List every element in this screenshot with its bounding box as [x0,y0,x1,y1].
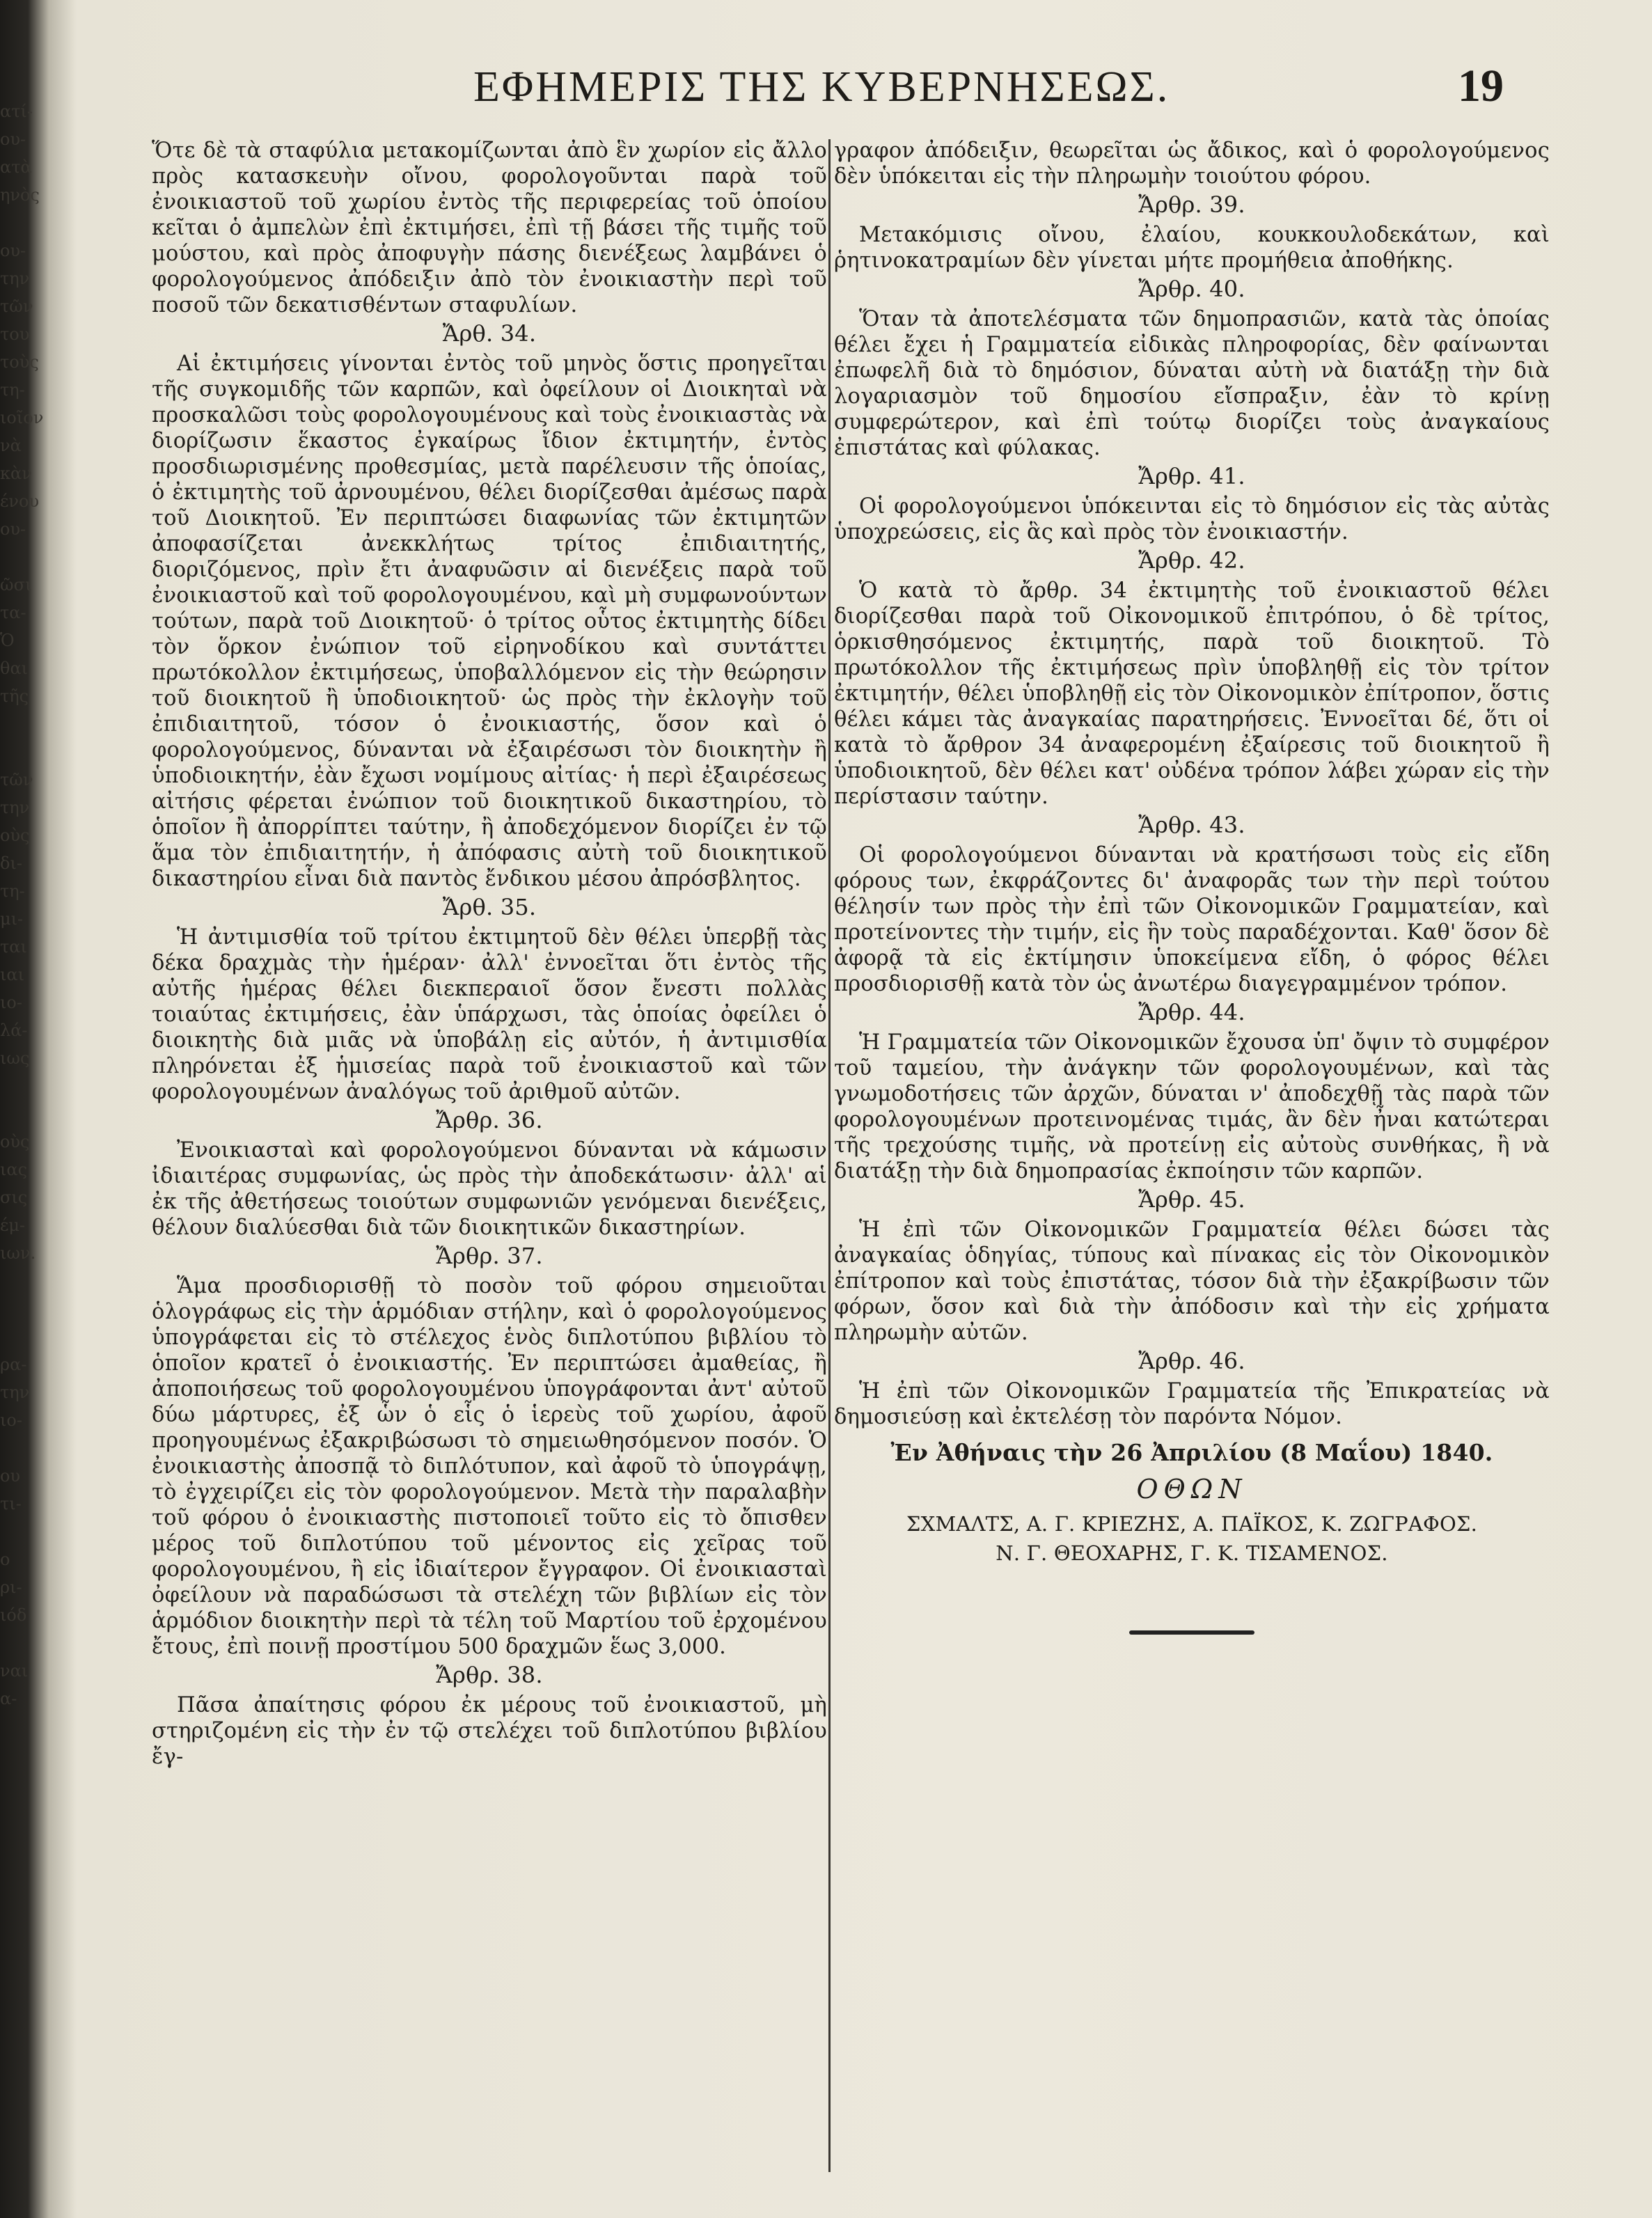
paragraph: Ὅταν τὰ ἀποτελέσματα τῶν δημοπρασιῶν, κατὰ τὰς ὁποίας θέλει ἔχει ἡ Γραμματεία εἰδικὰς πληροφορίας, δὲν φαίνωνται ἐπωφελῆ διὰ τὸ δημόσιον, δύναται αὐτὴ νὰ διατάξῃ τὴν διὰ λογαριασμὸν τοῦ δημοσίου εἴσπραξιν, ἐὰν τὸ κρίνῃ συμφερώτερον, καὶ ἐπὶ τούτῳ διορίζει τοὺς ἀναγκαίους ἐπιστάτας καὶ φύλακας. [834,307,1550,460]
margin-fragment [0,1072,39,1100]
margin-fragment [0,1323,39,1351]
article-heading: Ἄρθρ. 44. [1138,999,1245,1025]
article-heading: Ἄρθρ. 42. [1138,547,1245,574]
margin-fragment [0,1295,39,1323]
margin-fragment: θαι [0,659,29,678]
margin-fragment: τῆς [0,686,29,706]
paragraph: Ἡ ἀντιμισθία τοῦ τρίτου ἐκτιμητοῦ δὲν θέλει ὑπερβῇ τὰς δέκα δραχμὰς τὴν ἡμέραν· ἀλλ' ἐννοεῖται ὅτι ἐντὸς τῆς αὐτῆς ἡμέρας θέλει διεκπεραιοῖ ὅσον ἔνεστι πολλὰς τοιαύτας ἐκτιμήσεις, ἐὰν ὑπάρχωσι, τὰς ὁποίας ὀφείλει ὁ διοικητὴς διὰ μιᾶς νὰ ὑποβάλῃ εἰς αὐτόν, ἡ ἀντιμισθία πληρόνεται ἐξ ἡμισείας παρὰ τοῦ ἐνοικιαστοῦ καὶ τῶν φορολογουμένων ἀναλόγως τοῦ ἀριθμοῦ αὐτῶν. [152,925,827,1104]
paragraph: Οἱ φορολογούμενοι δύνανται νὰ κρατήσωσι τοὺς εἰς εἴδη φόρους των, ἐκφράζοντες δι' ἀναφορᾶς των τὴν περὶ τούτου θέλησίν των πρὸς τὴν ἐπὶ τῶν Οἰκονομικῶν Γραμματείαν, καὶ προτείνοντες τὴν τιμήν, εἰς ἣν τοὺς παραδέχονται. Καθ' ὅσον δὲ ἀφορᾷ τὰ εἰς ἐκτίμησιν ὑποκείμενα εἴδη, ὁ φόρος θέλει προσδιορισθῇ κατὰ τὸν ὡς ἀνωτέρω διαγεγραμμένον τρόπον. [834,843,1550,996]
margin-fragment: ιοῖον [0,408,44,427]
paragraph: Οἱ φορολογούμενοι ὑπόκεινται εἰς τὸ δημόσιον εἰς τὰς αὐτὰς ὑποχρεώσεις, εἰς ἃς καὶ πρὸς τὸν ἐνοικιαστήν. [834,494,1550,544]
adjacent-page-margin [0,97,44,2116]
signers-line-1: ΣΧΜΑΛΤΣ, Α. Γ. ΚΡΙΕΖΗΣ, Α. ΠΑΪΚΟΣ, Κ. ΖΩΓΡΑΦΟΣ. [906,1512,1478,1536]
margin-fragment: ο [0,1550,10,1569]
margin-fragment [0,1100,39,1128]
paragraph: Ὅτε δὲ τὰ σταφύλια μετακομίζωνται ἀπὸ ἓν χωρίον εἰς ἄλλο πρὸς κατασκευὴν οἴνου, φορολογοῦνται παρὰ τοῦ ἐνοικιαστοῦ τοῦ χωρίου ἐντὸς τῆς περιφερείας τοῦ ὁποίου κεῖται ὁ ἀμπελὼν ἐπὶ ἐκτιμήσει, ἐπὶ τῇ βάσει τῆς τιμῆς τοῦ μούστου, καὶ πρὸς ἀποφυγὴν πάσης διενέξεως λαμβάνει ὁ φορολογούμενος ἀπόδειξιν ἀπὸ τὸν ἐνοικιαστὴν περὶ τοῦ ποσοῦ τῶν δεκατισθέντων σταφυλίων. [152,139,827,317]
margin-fragment: δι- [0,854,22,873]
margin-fragment: την [0,269,30,288]
margin-fragment: ου- [0,129,26,149]
paragraph: γραφον ἀπόδειξιν, θεωρεῖται ὡς ἄδικος, καὶ ὁ φορολογούμενος δὲν ὑπόκειται εἰς τὴν πληρωμὴν τοιούτου φόρου. [834,139,1550,189]
page-number: 19 [1458,61,1504,111]
paragraph: Ἡ ἐπὶ τῶν Οἰκονομικῶν Γραμματεία τῆς Ἐπικρατείας νὰ δημοσιεύσῃ καὶ ἐκτελέσῃ τὸν παρόντα Νόμον. [834,1379,1550,1429]
margin-fragment: τη- [0,380,25,400]
margin-fragment: ρι- [0,1578,22,1597]
article-heading: Ἄρθρ. 38. [436,1662,543,1688]
paragraph: Ἡ Γραμματεία τῶν Οἰκονομικῶν ἔχουσα ὑπ' ὄψιν τὸ συμφέρον τοῦ ταμείου, τὴν ἀνάγκην τῶν φορολογουμένων, καὶ τὰς γνωμοδοτήσεις τῶν ἀρχῶν, δύναται ν' ἀποδεχθῇ τὰς παρὰ τῶν φορολογουμένων προτεινομένας τιμάς, ἂν δὲν ἦναι κατώτεραι τῆς τρεχούσης τιμῆς, νὰ προτείνῃ εἰς αὐτοὺς συνθήκας, ἢ νὰ διατάξῃ τὴν διὰ δημοπρασίας ἐκποίησιν τῶν καρπῶν. [834,1030,1550,1183]
margin-fragment: τοὺς [0,352,39,372]
margin-fragment [0,1267,39,1295]
margin-fragment: οὺς [0,826,30,845]
margin-fragment: τῶν [0,770,33,789]
column-divider [828,139,831,2172]
page-header [139,56,1532,118]
article-heading: Ἄρθρ. 46. [1138,1348,1245,1374]
margin-fragment: ου- [0,241,26,260]
margin-fragment: ναι [0,1661,29,1681]
margin-fragment: ατὰ [0,157,32,177]
article-heading: Ἄρθ. 35. [442,894,537,920]
margin-fragment: ένου [0,491,40,511]
margin-fragment: τα- [0,603,26,622]
margin-fragment: έμ- [0,1216,26,1235]
article-heading: Ἄρθρ. 43. [1138,812,1245,838]
margin-fragment: τι- [0,1494,22,1513]
paragraph: Πᾶσα ἀπαίτησις φόρου ἐκ μέρους τοῦ ἐνοικιαστοῦ, μὴ στηριζομένη εἰς τὴν ἐν τῷ στελέχει τοῦ διπλοτύπου βιβλίου ἔγ- [152,1693,827,1769]
margin-fragment: νὰ [0,436,22,455]
margin-fragment: ιας [0,1160,28,1179]
margin-fragment [0,209,39,237]
margin-fragment [0,1518,39,1545]
margin-fragment: ρα- [0,1355,27,1374]
paragraph: Ἡ ἐπὶ τῶν Οἰκονομικῶν Γραμματεία θέλει δώσει τὰς ἀναγκαίας ὁδηγίας, τύπους καὶ πίνακας εἰς τὸν Οἰκονομικὸν ἐπίτροπον καὶ τοὺς ἐπιστάτας, τόσον διὰ τὴν ἐξακρίβωσιν τῶν φόρων, ὅσον καὶ διὰ τὴν ἀπόδοσιν καὶ τὴν εἰς χρήματα πληρωμὴν αὐτῶν. [834,1218,1550,1345]
margin-fragment [0,1434,39,1462]
margin-fragment: οὺς [0,1132,30,1151]
margin-fragment: ιων. [0,1243,36,1263]
margin-fragment: ῶσι [0,575,32,595]
newspaper-title: ΕΦΗΜΕΡΙΣ ΤΗΣ ΚΥΒΕΡΝΗΣΕΩΣ. [473,63,1170,111]
margin-fragment: ου- [0,519,26,539]
margin-fragment: ου [0,1466,21,1486]
margin-fragment [0,710,39,738]
margin-fragment: λά- [0,1021,28,1040]
paragraph: Αἱ ἐκτιμήσεις γίνονται ἐντὸς τοῦ μηνὸς ὅστις προηγεῖται τῆς συγκομιδῆς τῶν καρπῶν, καὶ ὀφείλουν οἱ Διοικηταὶ νὰ προσκαλῶσι τοὺς φορολογουμένους καὶ τοὺς ἐνοικιαστὰς νὰ διορίζωσιν ἕκαστος ἐγκαίρως ἴδιον ἐκτιμητήν, ἐντὸς προσδιωρισμένης προθεσμίας, μετὰ παρέλευσιν τῆς ὁποίας, ὁ ἐκτιμητὴς τοῦ ἀρνουμένου, θέλει διορίζεσθαι ἀμέσως παρὰ τοῦ Διοικητοῦ. Ἐν περιπτώσει διαφωνίας τῶν ἐκτιμητῶν ἀποφασίζεται ἀνεκκλήτως τρίτος ἐπιδιαιτητής, διοριζόμενος, πρὶν ἔτι ἀναφυῶσιν αἱ διενέξεις παρὰ τοῦ ἐνοικιαστοῦ καὶ τοῦ φορολογουμένου, καὶ μὴ συμφωνούντων τούτων, παρὰ τοῦ Διοικητοῦ· ὁ τρίτος οὗτος ἐκτιμητὴς δίδει τὸν ὅρκον ἐνώπιον τοῦ εἰρηνοδίκου καὶ συντάττει πρωτόκολλον ἐκτιμήσεως, ὑποβαλλόμενον εἰς τὴν θεώρησιν τοῦ διοικητοῦ ἢ ὑποδιοικητοῦ· ὡς πρὸς τὴν ἐκλογὴν τοῦ ἐπιδιαιτητοῦ, τόσον ὁ ἐνοικιαστής, ὅσον καὶ ὁ φορολογούμενος, δύνανται νὰ ἐξαιρέσωσι τὸν διοικητὴν ἢ ὑποδιοικητήν, ἐὰν ἔχωσι νομίμους αἰτίας· ἡ περὶ ἐξαιρέσεως αἰτήσις φέρεται ἐνώπιον τοῦ διοικητικοῦ δικαστηρίου, τὸ ὁποῖον ἢ ἀπορρίπτει ταύτην, ἢ ἀποδεχόμενον διορίζει ἐν τῷ ἅμα τὸν ἐπιδιαιτητήν, ἡ ἀπόφασις αὐτὴ τοῦ διοικητικοῦ δικαστηρίου εἶναι διὰ παντὸς ἔνδικου μέσου ἀπρόσβλητος. [152,352,827,891]
margin-fragment [0,1629,39,1657]
article-heading: Ἄρθ. 34. [442,320,537,347]
article-heading: Ἄρθρ. 40. [1138,276,1245,302]
margin-fragment: ιο- [0,993,22,1012]
article-heading: Ἄρθρ. 36. [436,1107,543,1133]
margin-fragment: α- [0,1689,17,1708]
margin-fragment: ιο- [0,1410,22,1430]
right-column [834,138,1550,1635]
paragraph: Μετακόμισις οἴνου, ἐλαίου, κουκκουλοδεκάτων, καὶ ῥητινοκατραμίων δὲν γίνεται μήτε προμήθεια ἀποθήκης. [834,223,1550,273]
paragraph: Ἅμα προσδιορισθῇ τὸ ποσὸν τοῦ φόρου σημειοῦται ὁλογράφως εἰς τὴν ἁρμόδιαν στήλην, καὶ ὁ φορολογούμενος ὑπογράφεται εἰς τὸ στέλεχος ἑνὸς διπλοτύπου βιβλίου τὸ ὁποῖον κρατεῖ ὁ ἐνοικιαστής. Ἐν περιπτώσει ἀμαθείας, ἢ ἀποποιήσεως τοῦ φορολογουμένου ὑπογράφονται ἀντ' αὐτοῦ δύω μάρτυρες, ἐξ ὧν ὁ εἷς ὁ ἱερεὺς τοῦ χωρίου, ἀφοῦ προηγουμένως ἐξακριβώσωσι τὸ σημειωθησόμενον ποσόν. Ὁ ἐνοικιαστὴς ἀποσπᾷ τὸ διπλότυπον, καὶ ἀφοῦ τὸ ὑπογράψῃ, τὸ ἐγχειρίζει εἰς τὸν φορολογούμενον. Μετὰ τὴν παραλαβὴν τοῦ φόρου ὁ ἐνοικιαστὴς πιστοποιεῖ τοῦτο εἰς τὸ ὄπισθεν μέρος τοῦ διπλοτύπου τοῦ μένοντος εἰς χεῖρας τοῦ φορολογουμένου, ἢ εἰς ἰδιαίτερον ἔγγραφον. Οἱ ἐνοικιασταὶ ὀφείλουν νὰ παραδώσωσι τὰ στελέχη τῶν βιβλίων εἰς τὸν ἁρμόδιον διοικητὴν περὶ τὰ τέλη τοῦ Μαρτίου τοῦ ἐρχομένου ἔτους, ἐπὶ ποινῇ προστίμου 500 δραχμῶν ἕως 3,000. [152,1274,827,1659]
margin-fragment: ιαι [0,965,25,984]
margin-fragment: τῶν [0,297,33,316]
margin-fragment [0,738,39,766]
margin-fragment: σις [0,1188,28,1207]
article-heading: Ἄρθρ. 37. [436,1243,543,1269]
margin-fragment: Ὁ [0,631,15,650]
margin-fragment [0,1713,39,1740]
article-heading: Ἄρθρ. 45. [1138,1186,1245,1213]
closing-rule [1129,1630,1254,1635]
margin-fragment: ηνὸς [0,185,40,205]
left-column [152,138,827,1770]
margin-fragment: την [0,798,30,817]
margin-fragment: την [0,1383,30,1402]
paragraph: Ὁ κατὰ τὸ ἄρθρ. 34 ἐκτιμητὴς τοῦ ἐνοικιαστοῦ θέλει διορίζεσθαι παρὰ τοῦ Οἰκονομικοῦ ἐπιτρόπου, ὁ δὲ τρίτος, ὁρκισθησόμενος ἐκτιμητής, παρὰ τοῦ διοικητοῦ. Τὸ πρωτόκολλον τῆς ἐκτιμήσεως πρὶν ὑποβληθῇ εἰς τὸν τρίτον ἐκτιμητήν, θέλει ὑποβληθῇ εἰς τὸν Οἰκονομικὸν ἐπίτροπον, ὅστις θέλει κάμει τὰς ἀναγκαίας παρατηρήσεις. Ἐννοεῖται δέ, ὅτι οἱ κατὰ τὸ ἄρθρον 34 ἀναφερομένη ἐξαίρεσις τοῦ διοικητοῦ ἢ ὑποδιοικητοῦ, δὲν θέλει κατ' οὐδένα τρόπον λάβει χώραν εἰς τὴν περίστασιν ταύτην. [834,579,1550,809]
article-heading: Ἄρθρ. 41. [1138,463,1245,489]
margin-fragment: μι- [0,909,24,929]
article-heading: Ἄρθρ. 39. [1138,191,1245,218]
king-signature: ΟΘΩΝ [1136,1474,1248,1504]
margin-fragment: τη- [0,881,25,901]
paragraph: Ἐνοικιασταὶ καὶ φορολογούμενοι δύνανται νὰ κάμωσιν ἰδιαιτέρας συμφωνίας, ὡς πρὸς τὴν ἀποδεκάτωσιν· ἀλλ' αἱ ἐκ τῆς ἀθετήσεως τοιούτων συμφωνιῶν γενόμεναι διενέξεις, θέλουν διαλύεσθαι διὰ τῶν διοικητικῶν δικαστηρίων. [152,1138,827,1240]
margin-fragment: του [0,324,30,344]
margin-fragment: ατί- [0,102,33,121]
margin-fragment: κὰν [0,464,32,483]
margin-fragment: ται [0,937,27,957]
date-line: Ἐν Ἀθήναις τὴν 26 Ἀπριλίου (8 Μαΐου) 1840. [890,1439,1493,1466]
margin-fragment: ιόδ [0,1605,27,1625]
margin-fragment: ιως [0,1048,30,1068]
margin-fragment [0,543,39,571]
signers-line-2: Ν. Γ. ΘΕΟΧΑΡΗΣ, Γ. Κ. ΤΙΣΑΜΕΝΟΣ. [996,1541,1388,1565]
